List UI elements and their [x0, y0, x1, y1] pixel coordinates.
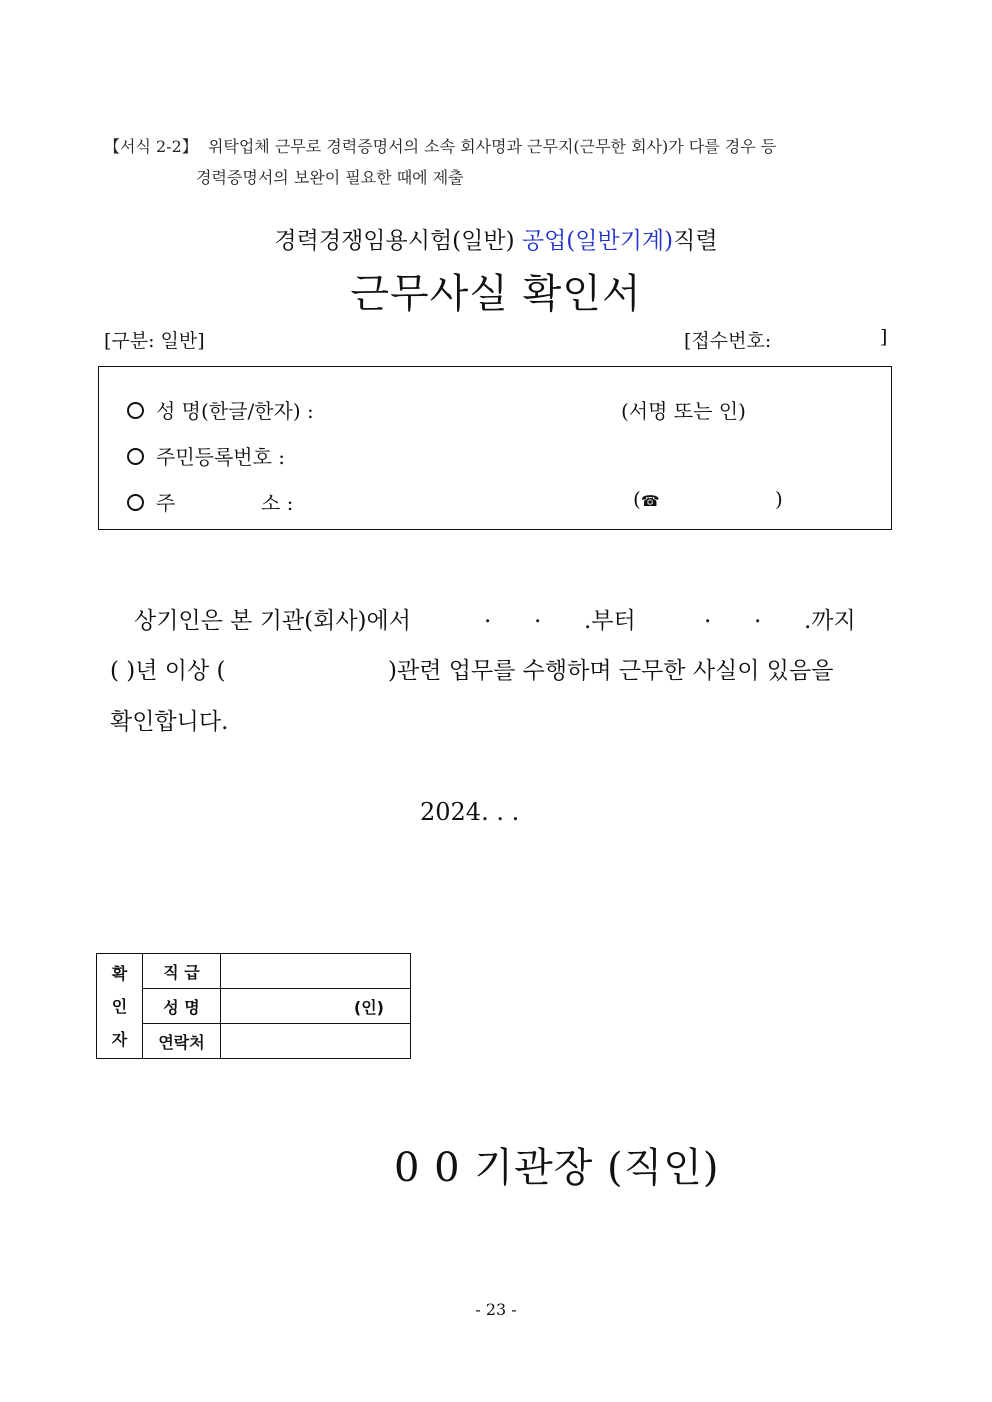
contact-label: 연락처	[143, 1024, 221, 1059]
body-line1-dot2: .	[534, 602, 542, 628]
rrn-field	[127, 441, 285, 470]
rank-label: 직 급	[143, 954, 221, 989]
rank-value[interactable]	[221, 954, 411, 989]
contact-value[interactable]	[221, 1024, 411, 1059]
telephone-icon: ☎	[640, 492, 660, 510]
side-char: 확	[111, 963, 128, 983]
form-note-line2: 경력증명서의 보완이 필요한 때에 제출	[196, 168, 464, 187]
body-line2-b: )관련 업무를 수행하며 근무한 사실이 있음을	[388, 658, 834, 684]
body-line3: 확인합니다.	[110, 709, 229, 735]
address-label-1: 주	[156, 491, 176, 515]
body-line1-from: .부터	[584, 608, 636, 634]
hollow-circle-icon	[127, 448, 144, 465]
body-line1-dot3: .	[704, 602, 712, 628]
form-note-text-1: 위탁업체 근무로 경력증명서의 소속 회사명과 근무지(근무한 회사)가 다를 경우 등	[207, 137, 777, 156]
confirmer-table	[96, 953, 411, 1059]
side-char: 자	[111, 1029, 128, 1049]
form-note-line1	[104, 134, 776, 157]
body-line2-a: ( )년 이상 (	[110, 658, 226, 684]
table-row	[97, 954, 411, 989]
confirmer-name-label: 성 명	[143, 989, 221, 1024]
receipt-close: ]	[880, 326, 888, 348]
category-label: [구분: 일반]	[104, 330, 205, 352]
confirmer-side-label	[97, 954, 143, 1059]
institution-head-signature: 0 0 기관장 (직인)	[394, 1145, 720, 1191]
table-row	[97, 989, 411, 1024]
issue-date: 2024. . .	[420, 798, 520, 826]
applicant-info-box	[98, 366, 892, 530]
confirmer-name-value[interactable]: (인)	[221, 989, 411, 1024]
table-row	[97, 1024, 411, 1059]
subtitle-part1: 경력경쟁임용시험(일반)	[274, 228, 522, 254]
phone-field	[633, 487, 660, 511]
rrn-label: 주민등록번호 :	[156, 445, 286, 469]
page-title: 근무사실 확인서	[350, 271, 642, 317]
side-char: 인	[111, 996, 128, 1016]
phone-open: (	[633, 487, 641, 511]
body-line1-to: .까지	[804, 608, 856, 634]
hollow-circle-icon	[127, 494, 144, 511]
exam-subtitle	[0, 222, 992, 255]
page-number: - 23 -	[475, 1300, 517, 1319]
address-field	[127, 487, 175, 516]
form-tag: 【서식 2-2】	[104, 137, 198, 156]
phone-close: )	[775, 487, 783, 511]
sign-field: (서명 또는 인)	[621, 399, 746, 423]
name-label: 성 명(한글/한자) :	[156, 399, 314, 423]
subtitle-part3: 직렬	[673, 228, 718, 254]
body-line1-dot4: .	[754, 602, 762, 628]
body-line1-a: 상기인은 본 기관(회사)에서	[134, 608, 411, 634]
address-label-2: 소 :	[261, 491, 294, 515]
hollow-circle-icon	[127, 402, 144, 419]
subtitle-part2: 공업(일반기계)	[521, 228, 674, 254]
receipt-label: [접수번호:	[684, 330, 772, 352]
body-line1-dot1: .	[484, 602, 492, 628]
name-field	[127, 395, 314, 424]
